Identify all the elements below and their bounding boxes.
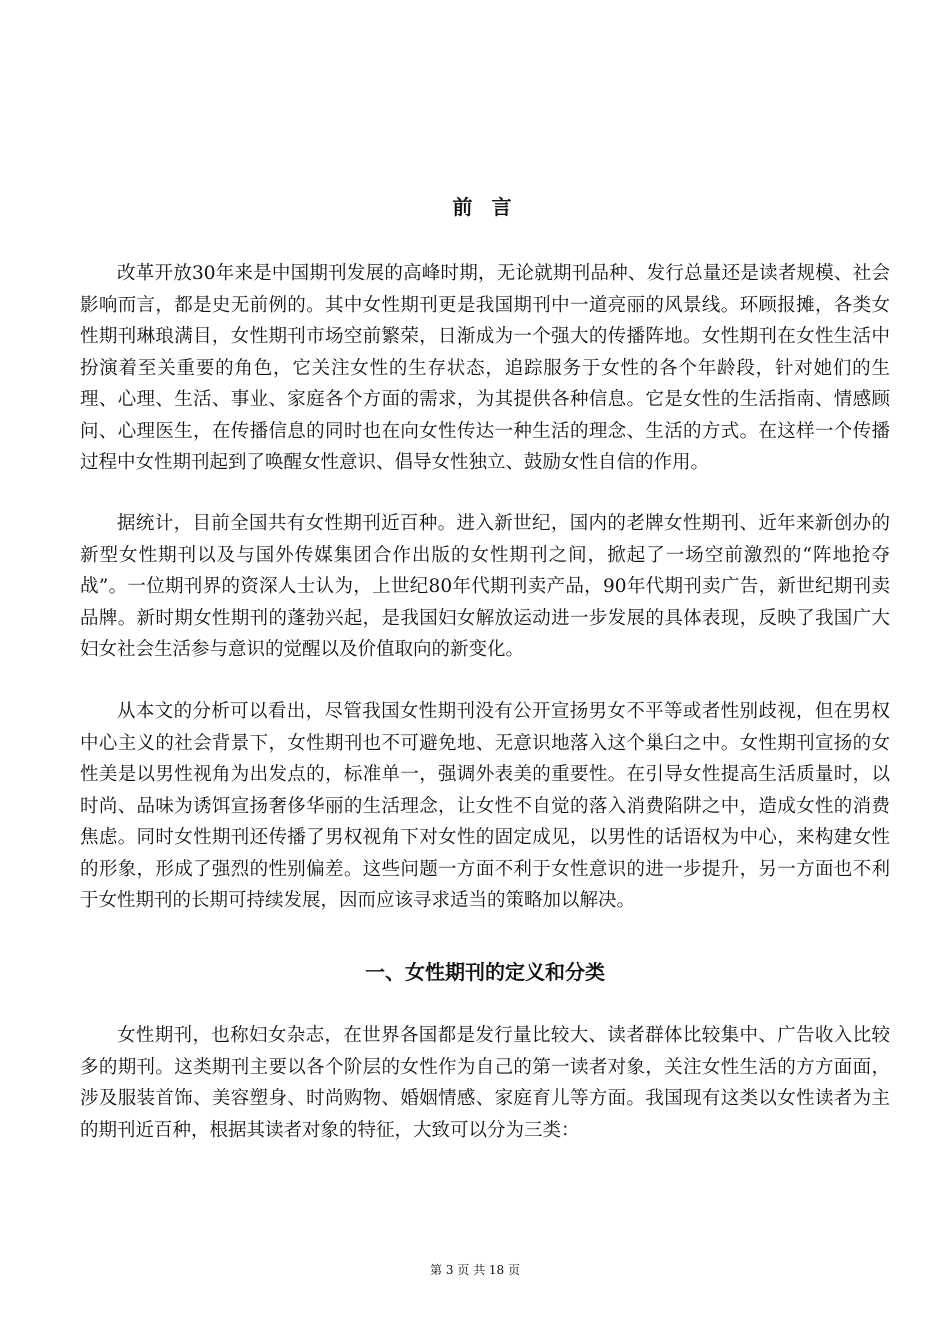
- intro-paragraph-3: 从本文的分析可以看出，尽管我国女性期刊没有公开宣扬男女不平等或者性别歧视，但在男权中心主义的社会背景下，女性期刊也不可避免地、无意识地落入这个巢臼之中。女性期刊宣扬的女性美是以男性视角为出发点的，标准单一，强调外表美的重要性。在引导女性提高生活质量时，以时尚、品味为诱饵宣扬奢侈华丽的生活理念，让女性不自觉的落入消费陷阱之中，造成女性的消费焦虑。同时女性期刊还传播了男权视角下对女性的固定成见，以男性的话语权为中心，来构建女性的形象，形成了强烈的性别偏差。这些问题一方面不利于女性意识的进一步提升，另一方面也不利于女性期刊的长期可持续发展，因而应该寻求适当的策略加以解决。: [80, 701, 890, 911]
- section-heading: 一、女性期刊的定义和分类: [365, 960, 605, 984]
- section-paragraph: 女性期刊，也称妇女杂志，在世界各国都是发行量比较大、读者群体比较集中、广告收入比较多的期刊。这类期刊主要以各个阶层的女性作为自己的第一读者对象，关注女性生活的方方面面，涉及服装首饰、美容塑身、时尚购物、婚姻情感、家庭育儿等方面。我国现有这类以女性读者为主的期刊近百种，根据其读者对象的特征，大致可以分为三类：: [80, 1025, 890, 1141]
- page-title: 前 言: [452, 195, 518, 219]
- page-footer: 第 3 页 共 18 页: [430, 1263, 520, 1277]
- intro-paragraph-2: 据统计，目前全国共有女性期刊近百种。进入新世纪，国内的老牌女性期刊、近年来新创办的新型女性期刊以及与国外传媒集团合作出版的女性期刊之间，掀起了一场空前激烈的“阵地抢夺战”。一位期刊界的资深人士认为，上世纪80年代期刊卖产品，90年代期刊卖广告，新世纪期刊卖品牌。新时期女性期刊的蓬勃兴起，是我国妇女解放运动进一步发展的具体表现，反映了我国广大妇女社会生活参与意识的觉醒以及价值取向的新变化。: [80, 513, 890, 660]
- intro-paragraph-1: 改革开放30年来是中国期刊发展的高峰时期，无论就期刊品种、发行总量还是读者规模、社会影响而言，都是史无前例的。其中女性期刊更是我国期刊中一道亮丽的风景线。环顾报摊，各类女性期刊琳琅满目，女性期刊市场空前繁荣，日渐成为一个强大的传播阵地。女性期刊在女性生活中扮演着至关重要的角色，它关注女性的生存状态，追踪服务于女性的各个年龄段，针对她们的生理、心理、生活、事业、家庭各个方面的需求，为其提供各种信息。它是女性的生活指南、情感顾问、心理医生，在传播信息的同时也在向女性传达一种生活的理念、生活的方式。在这样一个传播过程中女性期刊起到了唤醒女性意识、倡导女性独立、鼓励女性自信的作用。: [80, 263, 890, 473]
